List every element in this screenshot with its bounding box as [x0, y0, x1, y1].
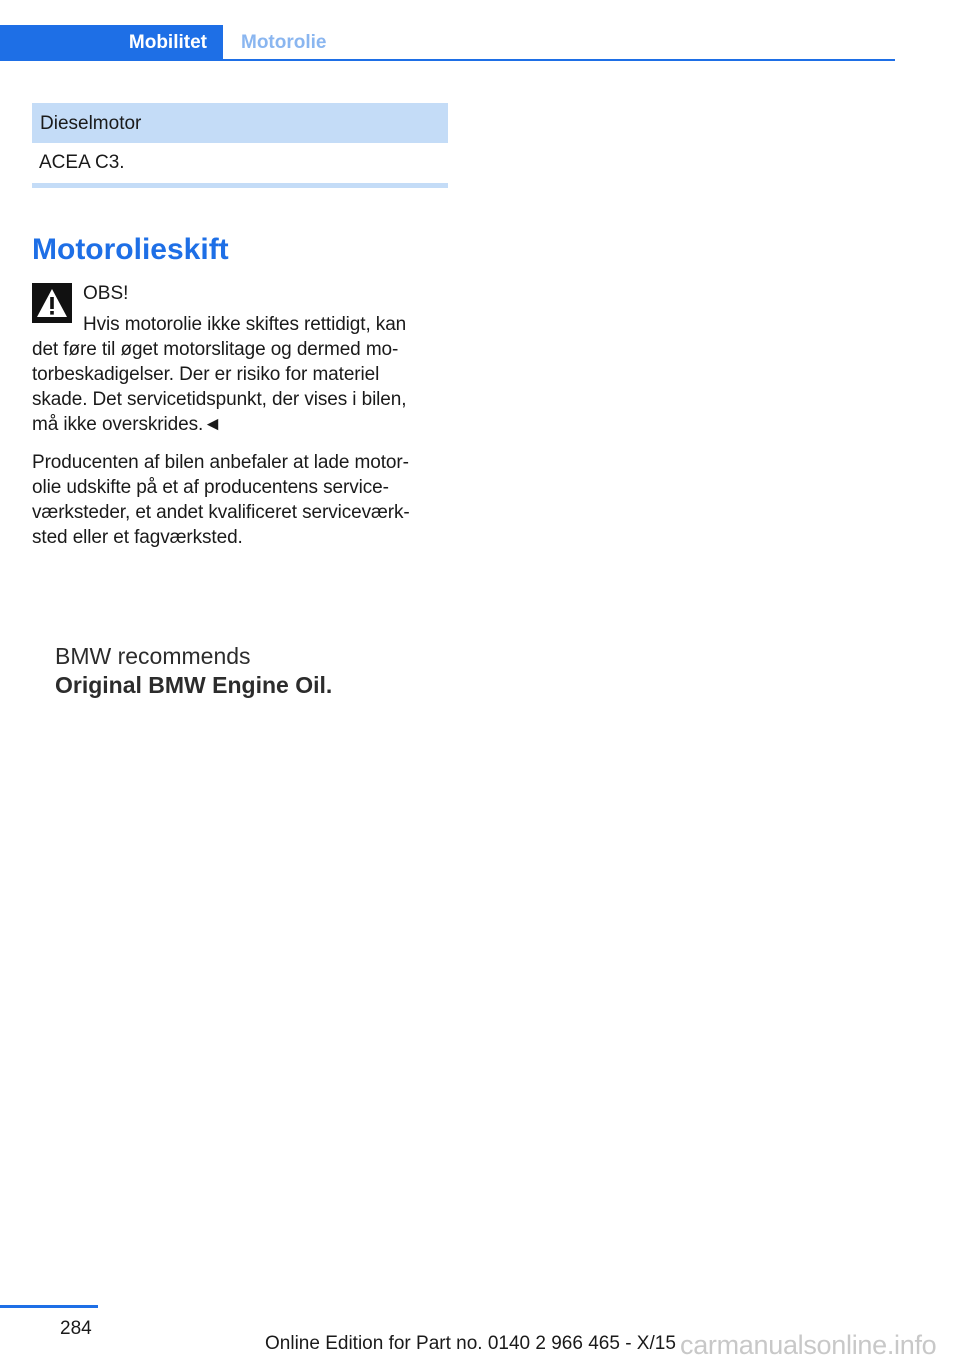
- section-title: Motorolieskift: [32, 233, 229, 266]
- tab-mobilitet[interactable]: Mobilitet: [0, 25, 223, 61]
- body-line: værksteder, et andet kvalificeret serviceværk‐: [32, 502, 410, 523]
- watermark: carmanualsonline.info: [680, 1330, 937, 1360]
- warning-line: torbeskadigelser. Der er risiko for materiel: [32, 364, 380, 385]
- spec-table: [32, 103, 448, 183]
- body-line: sted eller et fagværksted.: [32, 527, 243, 548]
- table-header-cell: Dieselmotor: [32, 103, 448, 143]
- warning-line: skade. Det servicetidspunkt, der vises i bilen,: [32, 389, 407, 410]
- body-line: Producenten af bilen anbefaler at lade motor‐: [32, 452, 409, 473]
- page-header: [0, 25, 895, 61]
- table-value-cell: ACEA C3.: [39, 152, 125, 173]
- warning-line: Hvis motorolie ikke skiftes rettidigt, kan: [83, 314, 407, 335]
- edition-note: Online Edition for Part no. 0140 2 966 465 - X/15: [265, 1333, 676, 1354]
- body-paragraph: [32, 450, 442, 550]
- logo-line-recommends: BMW recommends: [55, 643, 251, 669]
- tab-motorolie[interactable]: Motorolie: [241, 32, 327, 53]
- page-number: 284: [60, 1318, 92, 1339]
- warning-label: OBS!: [83, 283, 129, 304]
- body-line: olie udskifte på et af producentens service‐: [32, 477, 389, 498]
- table-bottom-rule: [32, 183, 448, 188]
- warning-line: det føre til øget motorslitage og dermed mo‐: [32, 339, 399, 360]
- warning-line: må ikke overskrides.◄: [32, 414, 222, 435]
- bmw-recommends-logo: [55, 642, 332, 700]
- footer-rule: [0, 1305, 98, 1308]
- logo-line-original-oil: Original BMW Engine Oil.: [55, 672, 333, 698]
- warning-text: [32, 312, 442, 437]
